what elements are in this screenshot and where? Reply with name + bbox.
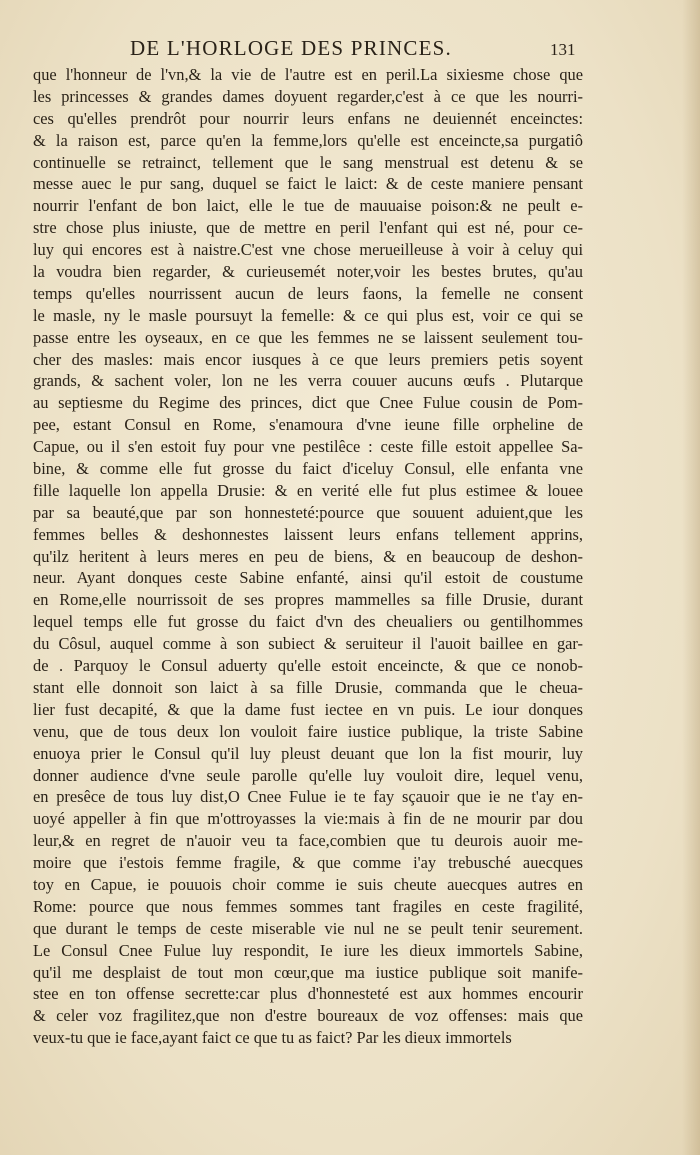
text-line: les princesses & grandes dames doyuent regarder,c'est à ce que les nourri- (33, 86, 583, 106)
text-line: lier fust decapité, & que la dame fust iectee en vn puis. Le iour donques (33, 699, 583, 719)
text-line: moire que i'estois femme fragile, & que comme i'ay trebusché auecques (33, 853, 583, 873)
text-line: passe entre les oyseaux, en ce que les femmes ne se laissent seulement tou- (33, 327, 583, 347)
text-line: nourrir l'enfant de bon laict, elle le tue de mauuaise poison:& ne peult e- (33, 196, 583, 216)
body-text (33, 64, 583, 1049)
text-line: en presêce de tous luy dist,O Cnee Fulue ie te fay sçauoir que ie ne t'ay en- (33, 787, 583, 807)
text-line: fille laquelle lon appella Drusie: & en verité elle fut plus estimee & louee (33, 480, 583, 500)
text-line: continuelle se retrainct, tellement que le sang menstrual est detenu & se (33, 152, 583, 172)
text-line: venu, que de tous deux lon vouloit faire iustice publique, la triste Sabine (33, 721, 583, 741)
text-line: luy qui encores est à naistre.C'est vne chose merueilleuse à voir à celuy qui (33, 240, 583, 260)
text-line: ces qu'elles prendrôt pour nourrir leurs enfans ne deuiennét enceinctes: (33, 108, 583, 128)
text-line: temps qu'elles nourrissent aucun de leurs faons, la femelle ne consent (33, 283, 583, 303)
text-line: qu'ilz heritent à leurs meres en peu de biens, & en beaucoup de deshon- (33, 546, 583, 566)
text-line: le masle, ny le masle poursuyt la femelle: & ce qui plus est, voir ce qui se (33, 305, 583, 325)
text-line: que durant le temps de ceste miserable vie nul ne se peult tenir seurement. (33, 918, 583, 938)
text-line: Le Consul Cnee Fulue luy respondit, Ie iure les dieux immortels Sabine, (33, 940, 583, 960)
text-line: que l'honneur de l'vn,& la vie de l'autre est en peril.La sixiesme chose que (33, 65, 583, 84)
text-line: stre chose plus iniuste, que de mettre en peril l'enfant qui est né, pour ce- (33, 218, 583, 238)
text-line: par sa beauté,que par son honnesteté:pource que souuent aduient,que les (33, 502, 583, 522)
text-line: messe auec le pur sang, duquel se faict le laict: & de ceste maniere pensant (33, 174, 583, 194)
text-line: Capue, ou il s'en estoit fuy pour vne pestilêce : ceste fille estoit appellee Sa- (33, 437, 583, 457)
text-line: cher des masles: mais encor iusques à ce que leurs premiers petis soyent (33, 349, 583, 369)
text-line: veux-tu que ie face,ayant faict ce que tu as faict? Par les dieux immortels (33, 1028, 512, 1048)
text-line: stee en ton offense secrette:car plus d'honnesteté est aux hommes encourir (33, 984, 583, 1004)
text-line: leur,& en regret de n'auoir veu ta face,combien que tu deurois auoir me- (33, 831, 583, 851)
text-line: stant elle donnoit son laict à sa fille Drusie, commanda que le cheua- (33, 677, 583, 697)
text-line: qu'il me desplaist de tout mon cœur,que ma iustice publique soit manife- (33, 962, 583, 982)
text-line: & la raison est, parce qu'en la femme,lors qu'elle est enceincte,sa purgatiô (33, 130, 583, 150)
text-line: grands, & sachent voler, lon ne les verra couuer aucuns œufs . Plutarque (33, 371, 583, 391)
page-edge-shadow (682, 0, 700, 1155)
text-line: femmes belles & deshonnestes laissent leurs enfans tellement apprins, (33, 524, 583, 544)
text-line: & celer voz fragilitez,que non d'estre boureaux de voz offenses: mais que (33, 1006, 583, 1026)
text-line: au septiesme du Regime des princes, dict que Cnee Fulue cousin de Pom- (33, 393, 583, 413)
text-line: uoyé appeller à fin que m'ottroyasses la vie:mais à fin de ne mourir par dou (33, 809, 583, 829)
running-head: DE L'HORLOGE DES PRINCES. (130, 36, 452, 60)
text-line: la voudra bien regarder, & curieusemét noter,voir les bestes brutes, qu'au (33, 262, 583, 282)
text-line: du Côsul, auquel comme à son subiect & seruiteur il l'auoit baillee en gar- (33, 634, 583, 654)
text-line: lequel temps elle fut grosse du faict d'vn des cheualiers ou gentilhommes (33, 612, 583, 632)
text-line: enuoya prier le Consul qu'il luy pleust deuant que lon la fist mourir, luy (33, 743, 583, 763)
text-line: donner audience d'vne seule parolle qu'elle luy vouloit dire, lequel venu, (33, 765, 583, 785)
text-line: pee, estant Consul en Rome, s'enamoura d'vne ieune fille orpheline de (33, 415, 583, 435)
text-line: Rome: pource que nous femmes sommes tant fragiles en ceste fragilité, (33, 896, 583, 916)
text-line: de . Parquoy le Consul aduerty qu'elle estoit enceincte, & que ce nonob- (33, 656, 583, 676)
page-number: 131 (550, 40, 576, 59)
text-line: bine, & comme elle fut grosse du faict d'iceluy Consul, elle enfanta vne (33, 459, 583, 479)
text-line: en Rome,elle nourrissoit de ses propres mammelles sa fille Drusie, durant (33, 590, 583, 610)
text-line: toy en Capue, ie pouuois choir comme ie suis cheute auecques autres en (33, 874, 583, 894)
text-line: neur. Ayant donques ceste Sabine enfanté, ainsi qu'il estoit de coustume (33, 568, 583, 588)
